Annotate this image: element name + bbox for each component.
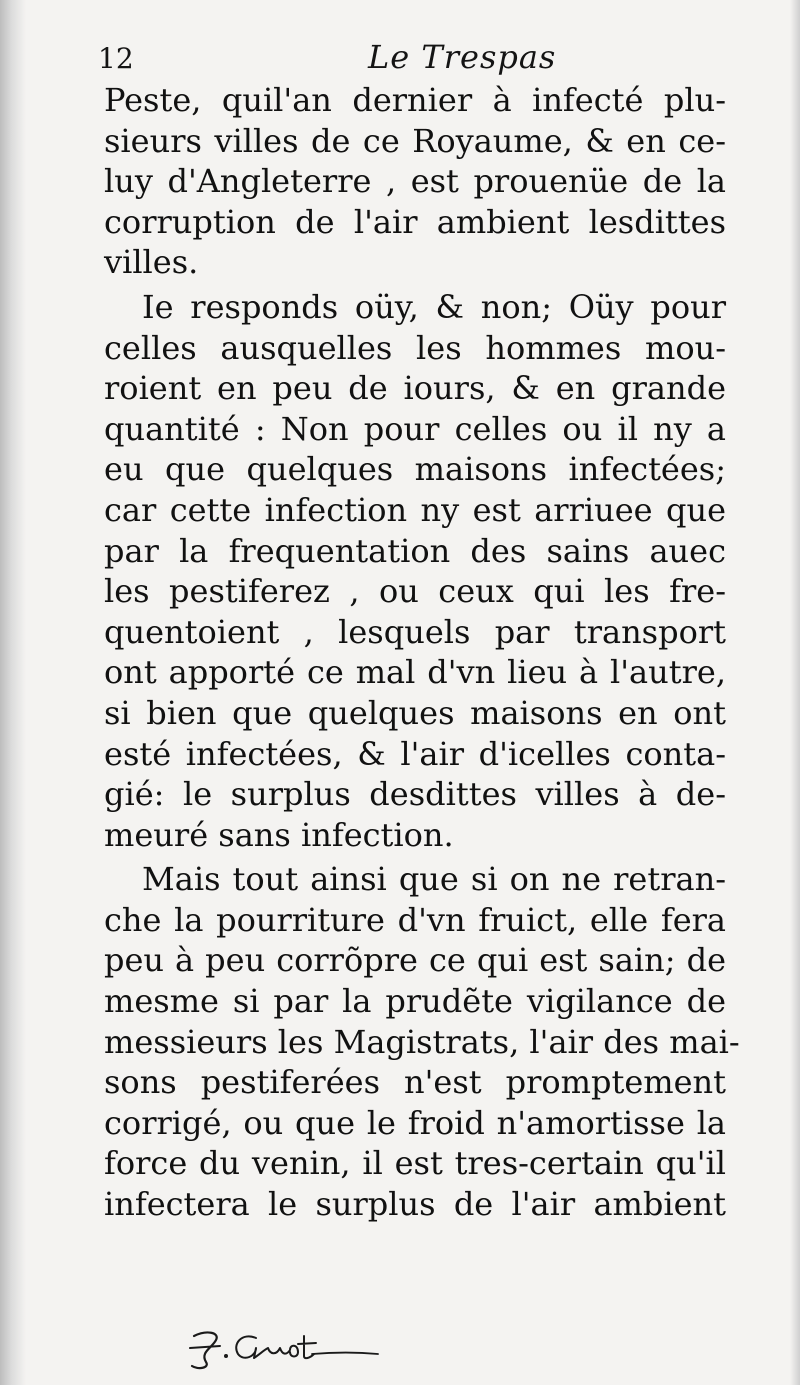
running-title: Le Trespas bbox=[368, 38, 557, 76]
text-line: luy d'Angleterre , est prouenüe de la bbox=[104, 162, 726, 201]
text-line: peu à peu corrõpre ce qui est sain; de bbox=[104, 941, 726, 980]
text-line: esté infectées, & l'air d'icelles conta- bbox=[104, 734, 726, 773]
paragraph-3 bbox=[104, 859, 740, 1224]
text-line: eu que quelques maisons infectées; bbox=[104, 450, 726, 489]
text-line: infectera le surplus de l'air ambient bbox=[104, 1185, 726, 1224]
text-line: si bien que quelques maisons en ont bbox=[104, 693, 726, 732]
text-line: par la frequentation des sains auec bbox=[104, 531, 726, 570]
text-line: mesme si par la prudẽte vigilance de bbox=[104, 982, 726, 1021]
text-line: roient en peu de iours, & en grande bbox=[104, 369, 726, 408]
text-line: villes. bbox=[104, 243, 199, 282]
text-line: quantité : Non pour celles ou il ny a bbox=[104, 409, 726, 448]
text-line: Peste, quil'an dernier à infecté plu- bbox=[104, 81, 726, 119]
text-line: Mais tout ainsi que si on ne retran- bbox=[142, 860, 726, 899]
page-edge bbox=[790, 0, 800, 1385]
paragraph-2 bbox=[104, 287, 726, 855]
text-line: corrigé, ou que le froid n'amortisse la bbox=[104, 1103, 726, 1142]
text-line: ont apporté ce mal d'vn lieu à l'autre, bbox=[104, 653, 726, 692]
text-line: messieurs les Magistrats, l'air des mai- bbox=[104, 1022, 740, 1061]
text-line: les pestiferez , ou ceux qui les fre- bbox=[104, 572, 726, 611]
text-line: che la pourriture d'vn fruict, elle fera bbox=[104, 900, 726, 939]
text-line: meuré sans infection. bbox=[104, 815, 454, 854]
page-gutter-shadow bbox=[0, 0, 26, 1385]
text-line: force du venin, il est tres-certain qu'il bbox=[104, 1144, 726, 1183]
text-line: celles ausquelles les hommes mou- bbox=[104, 328, 726, 367]
text-line: gié: le surplus desdittes villes à de- bbox=[104, 775, 726, 814]
body-text bbox=[104, 80, 740, 1225]
text-line: sons pestiferées n'est promptement bbox=[104, 1063, 726, 1102]
text-line: sieurs villes de ce Royaume, & en ce- bbox=[104, 121, 726, 160]
page-header bbox=[98, 38, 738, 84]
text-line: car cette infection ny est arriuee que bbox=[104, 490, 726, 529]
page-number: 12 bbox=[98, 42, 134, 75]
handwritten-signature bbox=[186, 1322, 446, 1372]
paragraph-1 bbox=[104, 80, 726, 283]
text-line: quentoient , lesquels par transport bbox=[104, 612, 726, 651]
text-line: corruption de l'air ambient lesdittes bbox=[104, 202, 726, 241]
text-line: Ie responds oüy, & non; Oüy pour bbox=[142, 287, 726, 326]
